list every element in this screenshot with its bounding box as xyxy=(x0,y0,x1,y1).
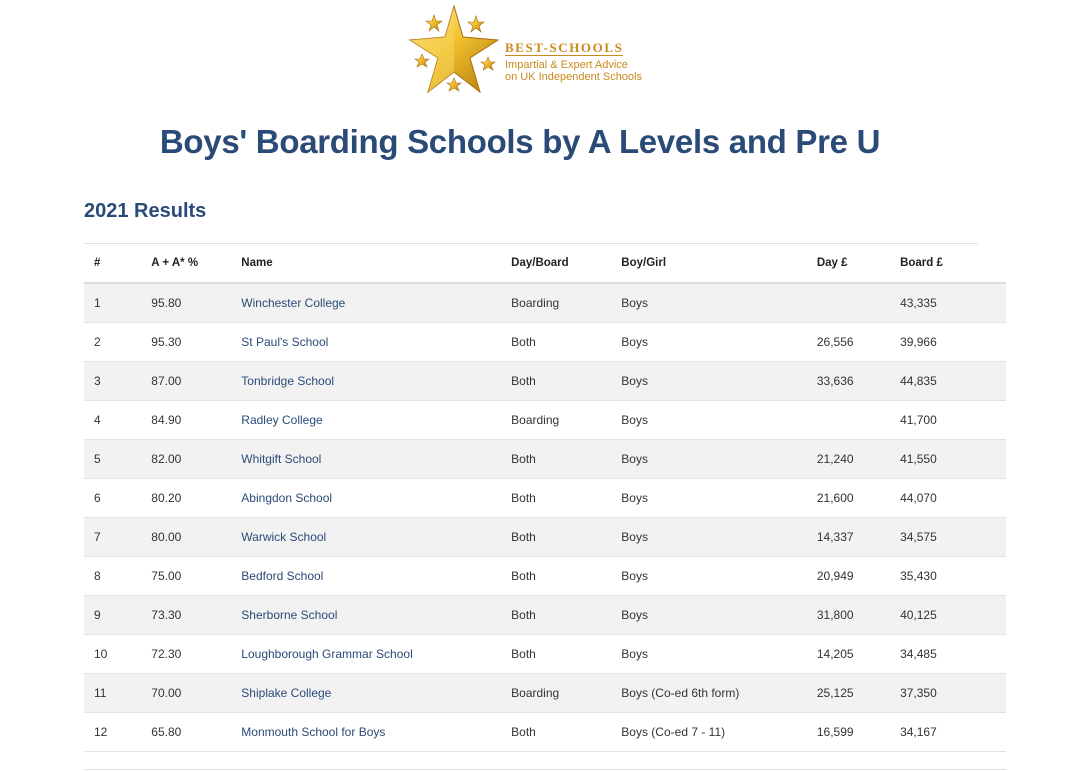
school-link[interactable]: Shiplake College xyxy=(241,686,332,700)
cell-board-fee: 34,575 xyxy=(900,518,1006,557)
school-link[interactable]: Monmouth School for Boys xyxy=(241,725,386,739)
cell-rank: 5 xyxy=(84,440,151,479)
cell-rank: 8 xyxy=(84,557,151,596)
cell-board-fee: 35,430 xyxy=(900,557,1006,596)
cell-boy-girl: Boys xyxy=(621,362,817,401)
cell-rank: 1 xyxy=(84,283,151,323)
cell-pct: 84.90 xyxy=(151,401,241,440)
cell-board-fee: 39,966 xyxy=(900,323,1006,362)
cell-boy-girl: Boys (Co-ed 7 - 11) xyxy=(621,713,817,752)
cell-day-fee: 14,205 xyxy=(817,635,900,674)
header-rank[interactable]: # xyxy=(84,244,151,283)
cell-day-board: Both xyxy=(511,713,621,752)
cell-boy-girl: Boys (Co-ed 6th form) xyxy=(621,674,817,713)
logo-tagline-1: Impartial & Expert Advice xyxy=(505,59,628,71)
cell-pct: 72.30 xyxy=(151,635,241,674)
school-link[interactable]: Whitgift School xyxy=(241,452,322,466)
cell-board-fee: 34,485 xyxy=(900,635,1006,674)
cell-rank: 11 xyxy=(84,674,151,713)
cell-day-board: Both xyxy=(511,323,621,362)
cell-board-fee: 44,070 xyxy=(900,479,1006,518)
school-link[interactable]: Radley College xyxy=(241,413,323,427)
cell-pct: 73.30 xyxy=(151,596,241,635)
header-board-fee[interactable]: Board £ xyxy=(900,244,1006,283)
cell-day-fee: 20,949 xyxy=(817,557,900,596)
table-row xyxy=(84,674,1006,713)
table-row xyxy=(84,635,1006,674)
cell-pct: 65.80 xyxy=(151,713,241,752)
cell-day-board: Both xyxy=(511,440,621,479)
school-link[interactable]: St Paul's School xyxy=(241,335,329,349)
school-link[interactable]: Loughborough Grammar School xyxy=(241,647,413,661)
header-day-fee[interactable]: Day £ xyxy=(817,244,900,283)
cell-day-board: Both xyxy=(511,518,621,557)
cell-boy-girl: Boys xyxy=(621,596,817,635)
results-table xyxy=(84,244,1006,752)
cell-day-fee: 26,556 xyxy=(817,323,900,362)
cell-rank: 12 xyxy=(84,713,151,752)
cell-day-fee xyxy=(817,283,900,323)
cell-pct: 95.30 xyxy=(151,323,241,362)
cell-rank: 6 xyxy=(84,479,151,518)
cell-boy-girl: Boys xyxy=(621,401,817,440)
cell-pct: 87.00 xyxy=(151,362,241,401)
cell-board-fee: 41,700 xyxy=(900,401,1006,440)
cell-boy-girl: Boys xyxy=(621,283,817,323)
cell-board-fee: 40,125 xyxy=(900,596,1006,635)
table-row xyxy=(84,323,1006,362)
cell-boy-girl: Boys xyxy=(621,323,817,362)
cell-boy-girl: Boys xyxy=(621,479,817,518)
table-row xyxy=(84,596,1006,635)
cell-rank: 3 xyxy=(84,362,151,401)
cell-day-fee: 21,240 xyxy=(817,440,900,479)
school-link[interactable]: Abingdon School xyxy=(241,491,333,505)
header-boy-girl[interactable]: Boy/Girl xyxy=(621,244,817,283)
school-link[interactable]: Bedford School xyxy=(241,569,324,583)
cell-board-fee: 34,167 xyxy=(900,713,1006,752)
cell-rank: 4 xyxy=(84,401,151,440)
cell-board-fee: 37,350 xyxy=(900,674,1006,713)
cell-day-board: Boarding xyxy=(511,283,621,323)
cell-boy-girl: Boys xyxy=(621,440,817,479)
cell-day-board: Both xyxy=(511,635,621,674)
school-link[interactable]: Sherborne School xyxy=(241,608,338,622)
table-row xyxy=(84,518,1006,557)
cell-day-board: Boarding xyxy=(511,401,621,440)
header-pct[interactable]: A + A* % xyxy=(151,244,241,283)
cell-pct: 70.00 xyxy=(151,674,241,713)
table-bottom-divider xyxy=(84,769,1006,770)
cell-pct: 75.00 xyxy=(151,557,241,596)
cell-board-fee: 41,550 xyxy=(900,440,1006,479)
cell-rank: 7 xyxy=(84,518,151,557)
cell-day-board: Both xyxy=(511,362,621,401)
school-link[interactable]: Tonbridge School xyxy=(241,374,335,388)
logo-brand: BEST-SCHOOLS xyxy=(505,40,624,55)
cell-pct: 80.20 xyxy=(151,479,241,518)
site-logo[interactable] xyxy=(404,2,644,98)
table-row xyxy=(84,713,1006,752)
header-name[interactable]: Name xyxy=(241,244,511,283)
table-row xyxy=(84,557,1006,596)
cell-day-fee: 31,800 xyxy=(817,596,900,635)
cell-day-fee: 25,125 xyxy=(817,674,900,713)
cell-day-board: Both xyxy=(511,596,621,635)
cell-day-fee xyxy=(817,401,900,440)
table-row xyxy=(84,479,1006,518)
table-row xyxy=(84,283,1006,323)
cell-rank: 2 xyxy=(84,323,151,362)
cell-day-fee: 14,337 xyxy=(817,518,900,557)
section-title: 2021 Results xyxy=(84,200,207,222)
cell-day-fee: 33,636 xyxy=(817,362,900,401)
header-day-board[interactable]: Day/Board xyxy=(511,244,621,283)
table-header-row xyxy=(84,244,1006,283)
table-row xyxy=(84,401,1006,440)
logo-tagline-2: on UK Independent Schools xyxy=(505,71,642,83)
gold-star-icon xyxy=(404,2,504,98)
cell-rank: 9 xyxy=(84,596,151,635)
cell-boy-girl: Boys xyxy=(621,557,817,596)
cell-day-board: Both xyxy=(511,557,621,596)
cell-board-fee: 43,335 xyxy=(900,283,1006,323)
school-link[interactable]: Winchester College xyxy=(241,296,346,310)
page-title: Boys' Boarding Schools by A Levels and Pre U xyxy=(159,123,881,160)
cell-day-board: Both xyxy=(511,479,621,518)
cell-boy-girl: Boys xyxy=(621,518,817,557)
logo-text xyxy=(505,40,642,83)
cell-board-fee: 44,835 xyxy=(900,362,1006,401)
cell-day-fee: 21,600 xyxy=(817,479,900,518)
cell-rank: 10 xyxy=(84,635,151,674)
cell-pct: 82.00 xyxy=(151,440,241,479)
cell-pct: 95.80 xyxy=(151,283,241,323)
table-row xyxy=(84,362,1006,401)
cell-day-board: Boarding xyxy=(511,674,621,713)
table-row xyxy=(84,440,1006,479)
cell-day-fee: 16,599 xyxy=(817,713,900,752)
cell-boy-girl: Boys xyxy=(621,635,817,674)
school-link[interactable]: Warwick School xyxy=(241,530,327,544)
cell-pct: 80.00 xyxy=(151,518,241,557)
